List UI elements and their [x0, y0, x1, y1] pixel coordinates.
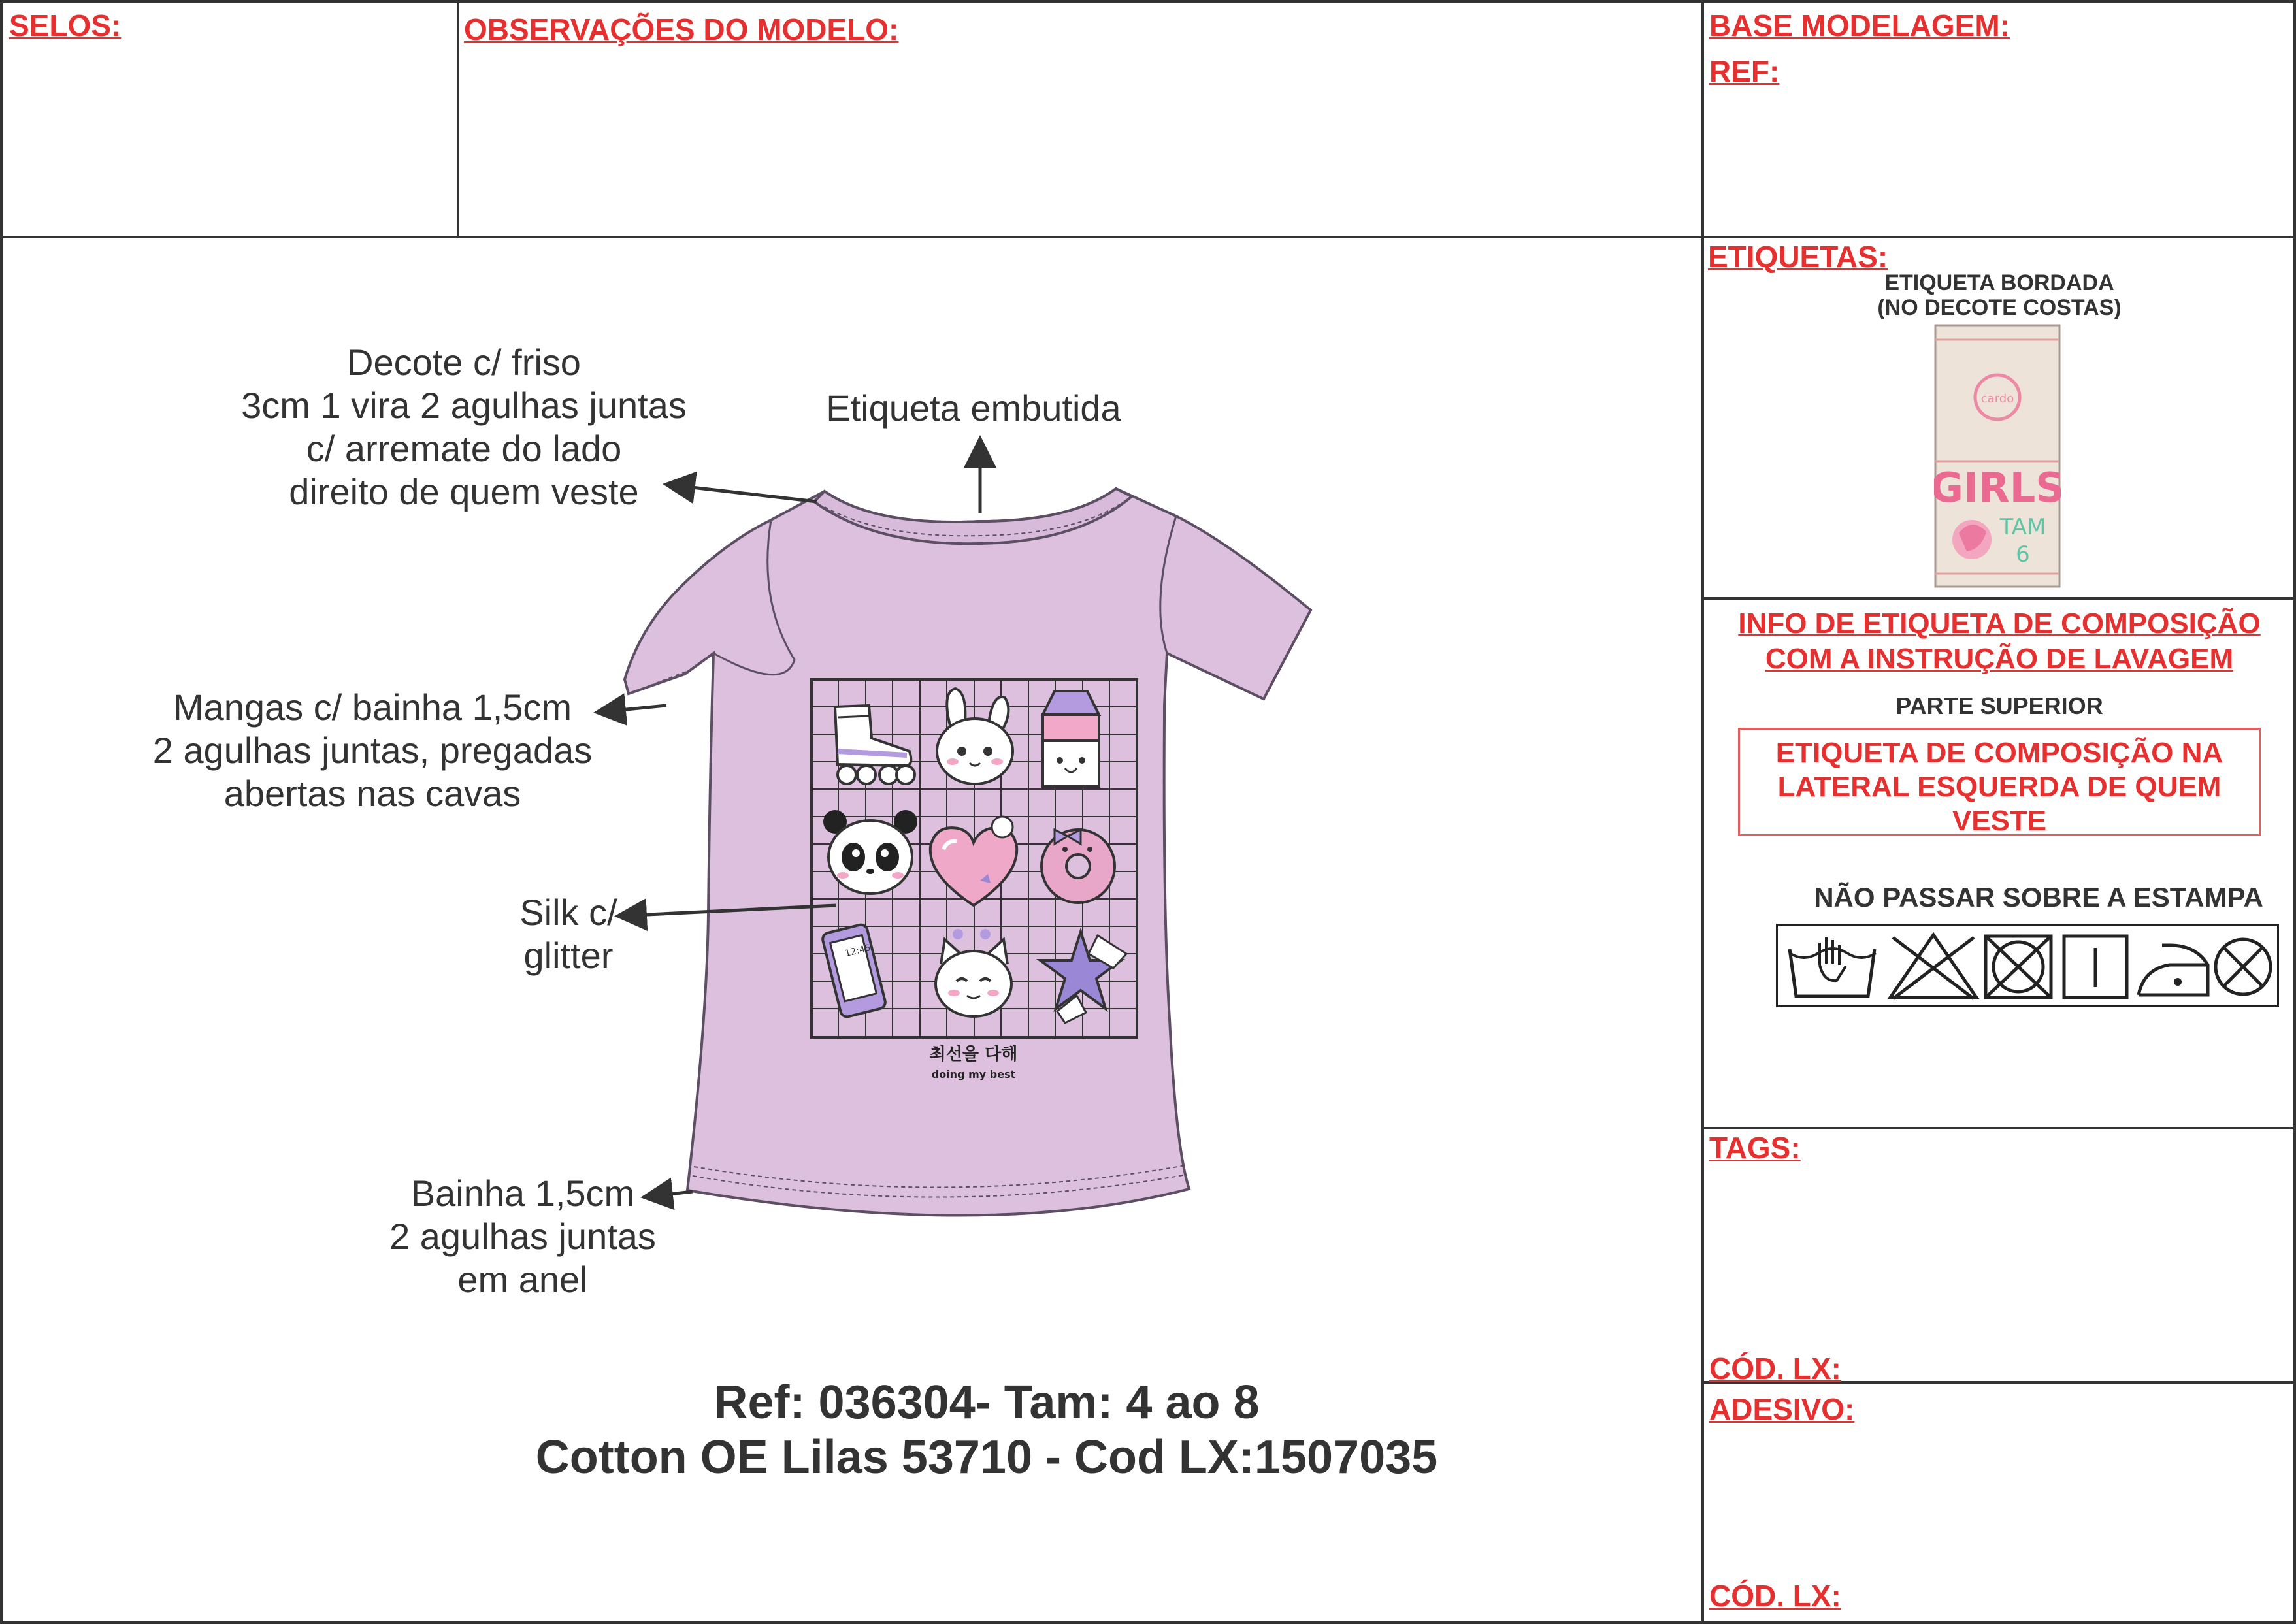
parte-superior: PARTE SUPERIOR	[1895, 692, 2103, 719]
etiquetas-label: ETIQUETAS:	[1708, 240, 1888, 274]
callout-decote-line4: direito de quem veste	[289, 471, 639, 512]
callout-etiqueta: Etiqueta embutida	[826, 387, 1121, 429]
tags-label: TAGS:	[1709, 1131, 1801, 1165]
callout-decote-line3: c/ arremate do lado	[306, 428, 622, 469]
sidebar-divider-tags	[1701, 1127, 2296, 1129]
donut-icon	[1041, 830, 1115, 903]
callout-mangas-line3: abertas nas cavas	[223, 773, 521, 814]
ref-label: REF:	[1709, 54, 1780, 88]
callout-decote-line1: Decote c/ friso	[347, 342, 581, 383]
callout-bainha-line1: Bainha 1,5cm	[410, 1173, 635, 1214]
embroidered-label	[1934, 324, 2061, 588]
etiqueta-bordada-line1: ETIQUETA BORDADA	[1884, 270, 2114, 295]
composicao-line2: LATERAL ESQUERDA DE QUEM	[1777, 771, 2222, 803]
label-brand: cardo	[1980, 392, 2014, 406]
callout-bainha-line3: em anel	[457, 1259, 588, 1300]
milk-carton-icon	[1043, 691, 1099, 787]
label-girls: GIRLS	[1934, 464, 2061, 512]
ref-line: Ref: 036304- Tam: 4 ao 8	[713, 1376, 1260, 1429]
info-title-line1: INFO DE ETIQUETA DE COMPOSIÇÃO	[1738, 608, 2261, 640]
panda-icon	[823, 810, 917, 894]
label-tam: TAM	[1999, 514, 2046, 540]
nao-passar-text: NÃO PASSAR SOBRE A ESTAMPA	[1814, 882, 2263, 913]
base-modelagem-label: BASE MODELAGEM:	[1709, 8, 2010, 42]
callout-silk-line1: Silk c/	[519, 892, 617, 933]
callout-bainha-line2: 2 agulhas juntas	[389, 1216, 656, 1257]
selos-label: SELOS:	[9, 8, 122, 42]
hand-wash-icon	[1790, 937, 1876, 996]
composicao-line1: ETIQUETA DE COMPOSIÇÃO NA	[1775, 737, 2223, 769]
do-not-tumble-dry-icon	[1986, 936, 2051, 998]
info-title-line2: COM A INSTRUÇÃO DE LAVAGEM	[1765, 643, 2234, 675]
care-symbols-box	[1776, 924, 2279, 1007]
cod-lx-label-2: CÓD. LX:	[1709, 1579, 1841, 1613]
adesivo-label: ADESIVO:	[1709, 1392, 1855, 1426]
sidebar-divider-etiquetas	[1701, 597, 2296, 600]
callout-mangas-line2: 2 agulhas juntas, pregadas	[152, 730, 593, 771]
line-dry-icon	[2064, 936, 2127, 998]
do-not-bleach-icon	[1890, 935, 1976, 999]
cod-lx-label-1: CÓD. LX:	[1709, 1352, 1841, 1386]
iron-low-icon	[2139, 945, 2208, 995]
fabric-line: Cotton OE Lilas 53710 - Cod LX:1507035	[535, 1431, 1438, 1484]
phone-time: 12:45	[844, 942, 872, 960]
composicao-line3: VESTE	[1952, 805, 2047, 837]
composicao-box	[1738, 728, 2261, 836]
observacoes-label: OBSERVAÇÕES DO MODELO:	[464, 12, 899, 46]
do-not-dry-clean-icon	[2216, 939, 2271, 994]
print-english-text: doing my best	[931, 1068, 1016, 1080]
callout-decote-line2: 3cm 1 vira 2 agulhas juntas	[241, 385, 687, 426]
callout-mangas-line1: Mangas c/ bainha 1,5cm	[172, 687, 572, 728]
label-size: 6	[2016, 542, 2030, 568]
etiqueta-bordada-line2: (NO DECOTE COSTAS)	[1877, 295, 2122, 320]
callout-silk-line2: glitter	[523, 935, 614, 976]
print-korean-text: 최선을 다해	[929, 1045, 1018, 1064]
